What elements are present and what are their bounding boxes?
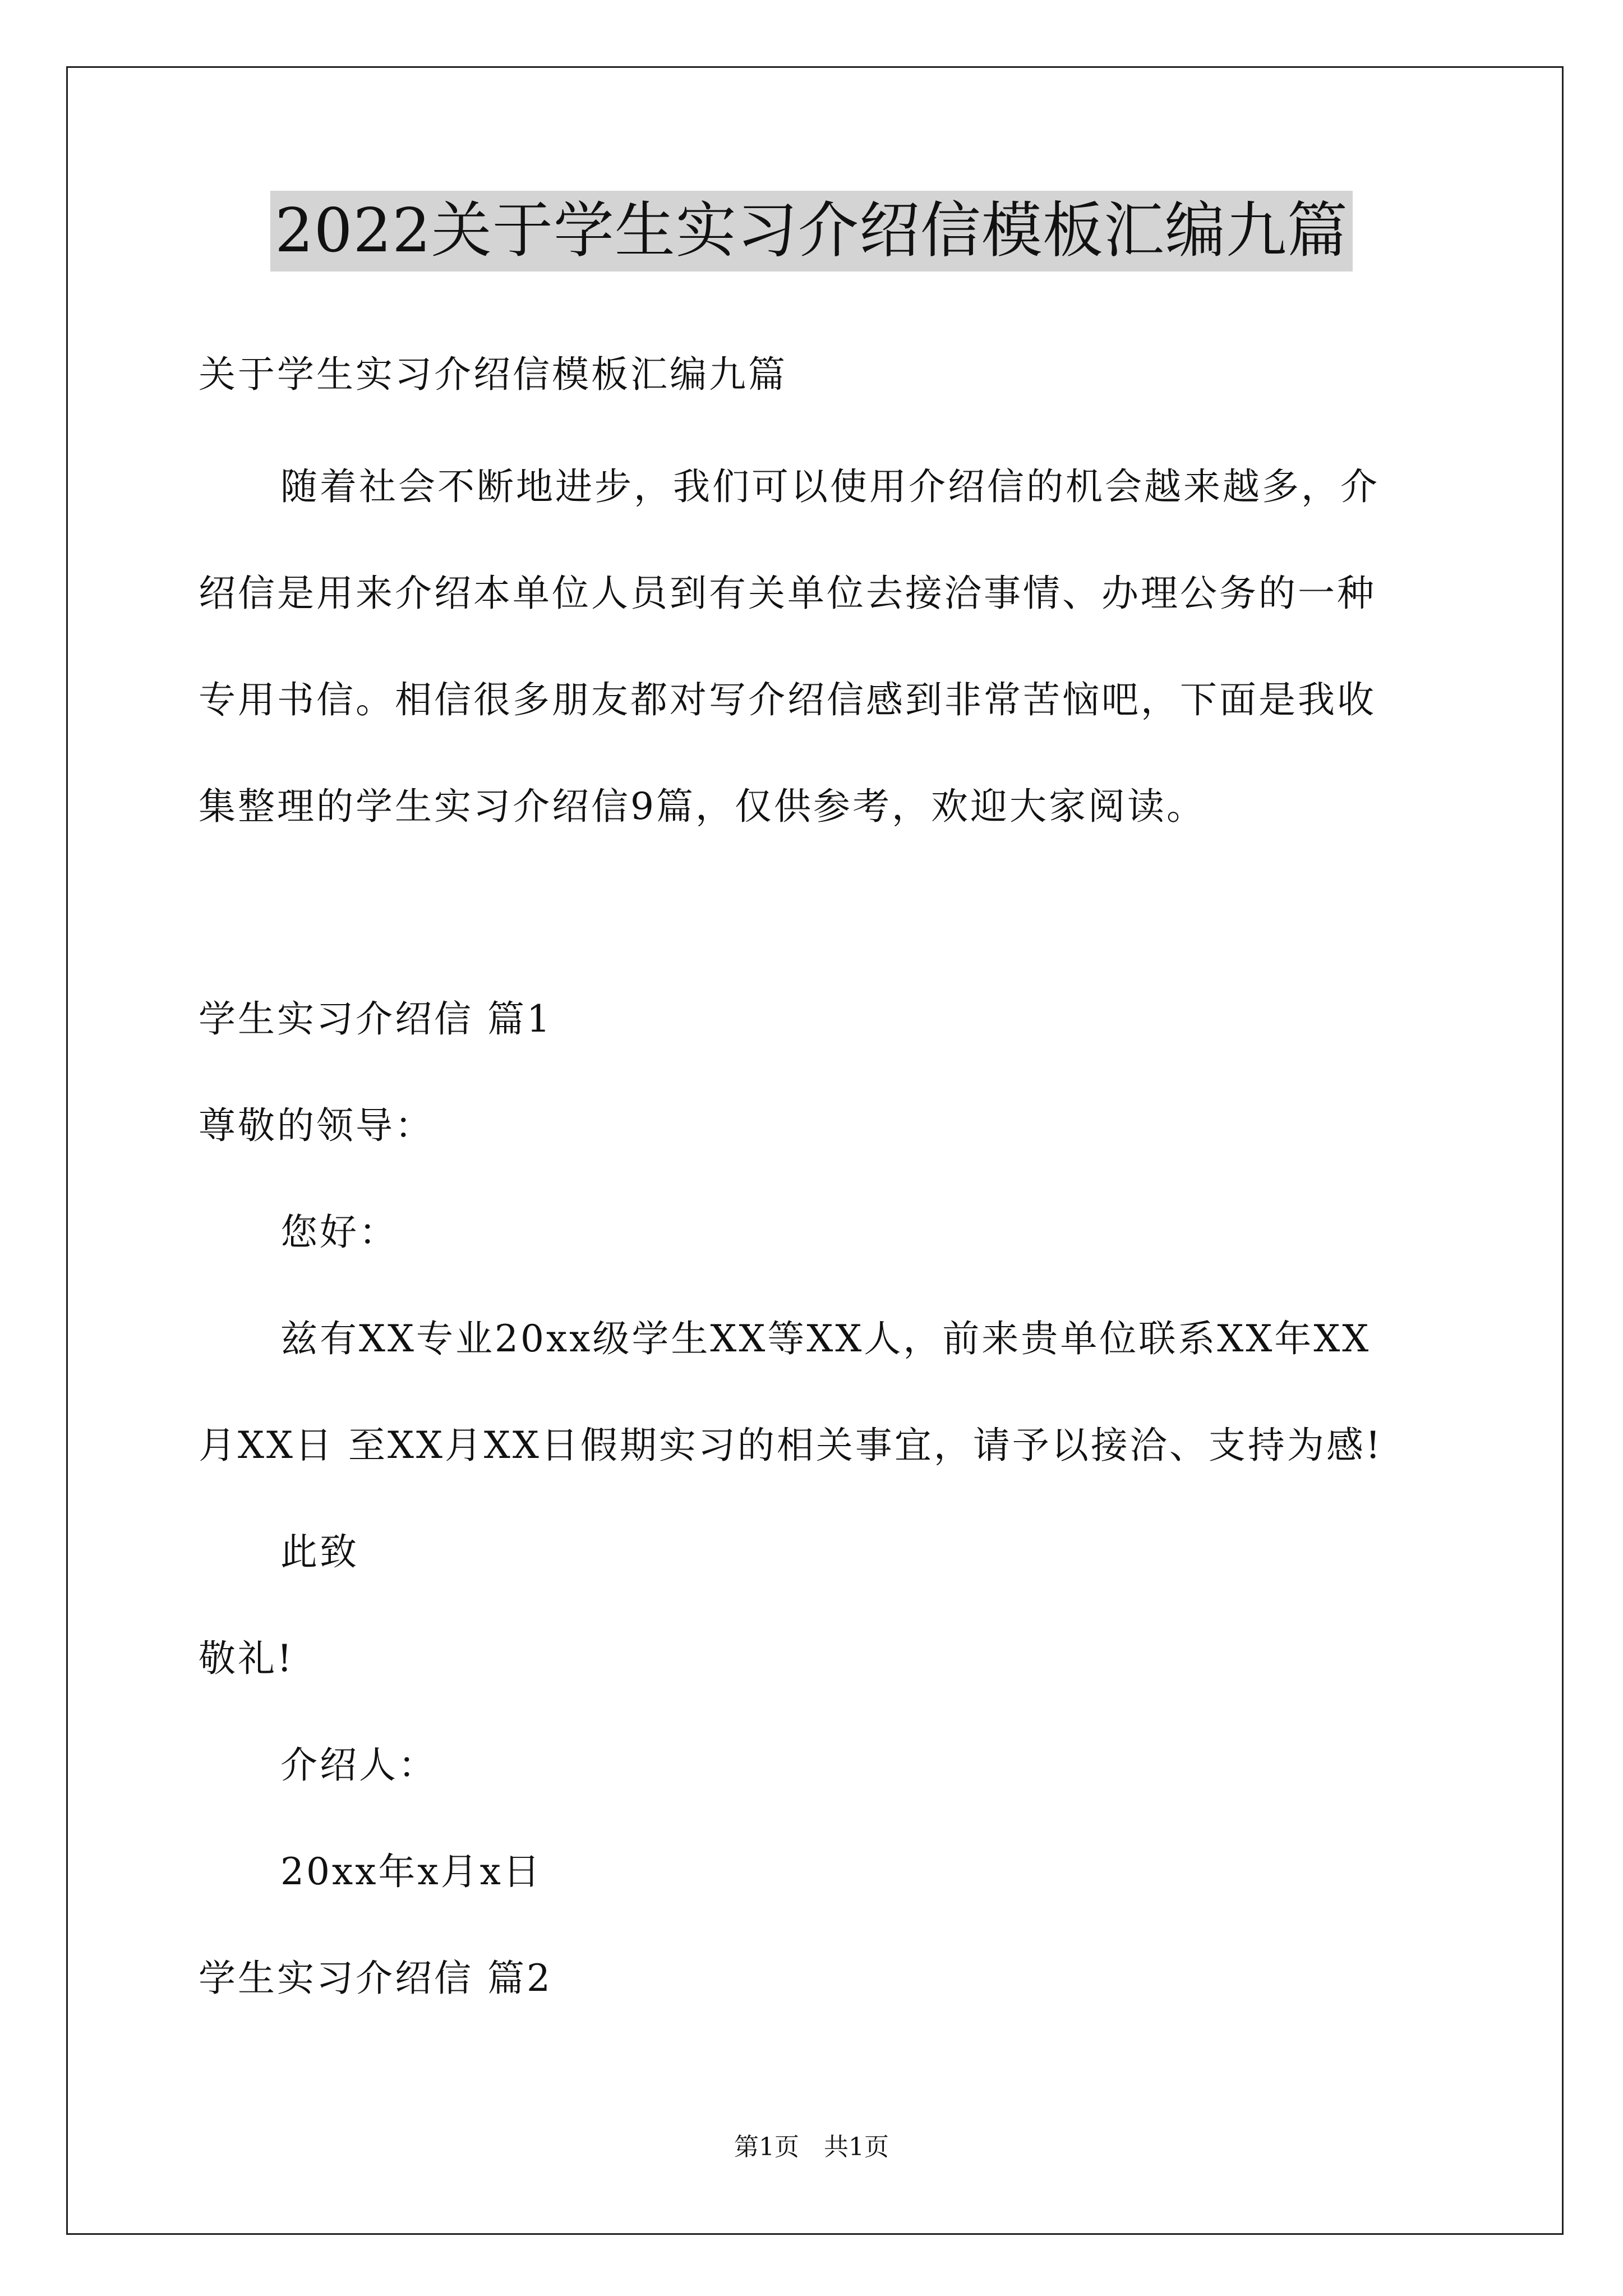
document-title: 2022关于学生实习介绍信模板汇编九篇 xyxy=(270,191,1353,272)
letter1-body-line-2: 月XX日 至XX月XX日假期实习的相关事宜，请予以接洽、支持为感! xyxy=(199,1424,1383,1467)
page-footer: 第1页 共1页 xyxy=(734,2133,889,2161)
letter1-salutation: 尊敬的领导： xyxy=(199,1104,434,1147)
intro-line-2: 绍信是用来介绍本单位人员到有关单位去接洽事情、办理公务的一种 xyxy=(199,572,1376,615)
document-subtitle: 关于学生实习介绍信模板汇编九篇 xyxy=(199,353,787,396)
letter1-closing-1: 此致 xyxy=(280,1530,359,1573)
intro-line-1: 随着社会不断地进步，我们可以使用介绍信的机会越来越多，介 xyxy=(280,465,1380,508)
letter1-heading: 学生实习介绍信 篇1 xyxy=(199,997,552,1041)
letter1-introducer: 介绍人： xyxy=(280,1743,437,1787)
intro-line-3: 专用书信。相信很多朋友都对写介绍信感到非常苦恼吧，下面是我收 xyxy=(199,678,1376,721)
title-container xyxy=(0,191,1623,272)
letter1-closing-2: 敬礼! xyxy=(199,1637,294,1680)
letter1-greeting: 您好： xyxy=(280,1211,398,1254)
letter2-heading: 学生实习介绍信 篇2 xyxy=(199,1957,552,2000)
intro-line-4: 集整理的学生实习介绍信9篇，仅供参考，欢迎大家阅读。 xyxy=(199,785,1206,828)
letter1-body-line-1: 兹有XX专业20xx级学生XX等XX人，前来贵单位联系XX年XX xyxy=(280,1317,1371,1360)
letter1-date: 20xx年x月x日 xyxy=(280,1850,542,1893)
